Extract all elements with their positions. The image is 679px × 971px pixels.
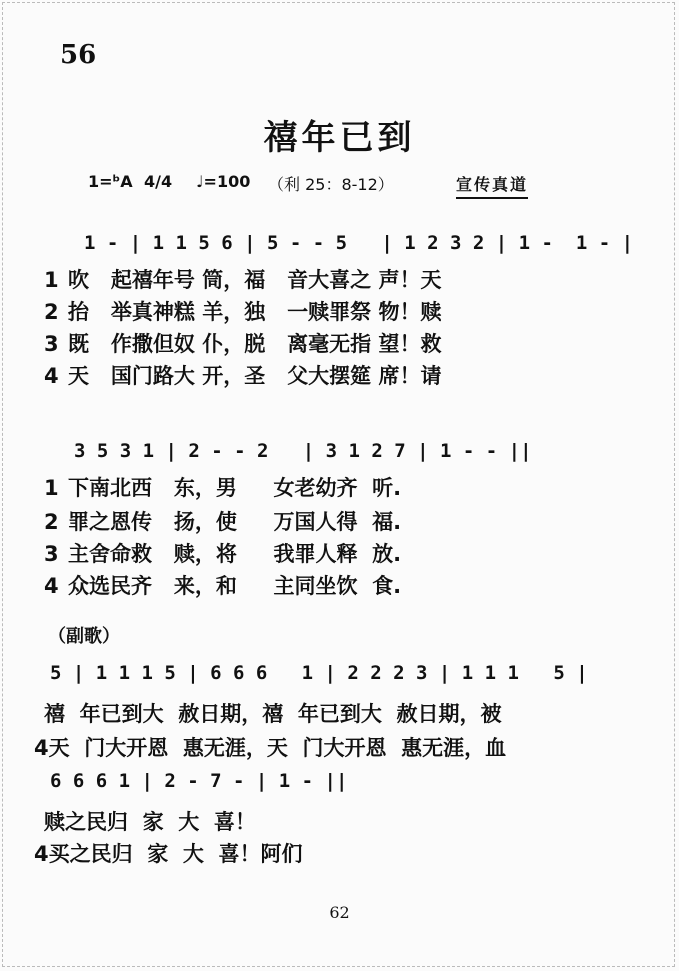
notation-line: 1 - | 1 1 5 6 | 5 - - 5 | 1 2 3 2 | 1 - 1 - | [84,232,634,254]
time-signature: 4/4 [144,172,173,191]
lyric-line [44,360,442,390]
lyric-text: 主舍命救 赎，将 我罪人释 放. [68,542,402,566]
notation-line: 5 | 1 1 1 5 | 6 6 6 1 | 2 2 2 3 | 1 1 1 5 | [50,662,588,684]
lyric-line [44,570,401,600]
credit-label: 宣传真道 [456,172,528,199]
lyric-text: 众选民齐 来，和 主同坐饮 食. [68,574,402,598]
lyric-text: 天 国门路大 开，圣 父大摆筵 席！请 [68,364,442,388]
notation-line: 6 6 6 1 | 2 - 7 - | 1 - || [50,770,348,792]
verse-number: 2 [44,510,59,534]
verse-number: 1 [44,476,59,500]
lyric-text: 吹 起禧年号 筒，福 音大喜之 声！天 [68,268,442,292]
lyric-text: 罪之恩传 扬，使 万国人得 福. [68,510,402,534]
verse-number: 4 [44,364,59,388]
verse-number: 2 [44,300,59,324]
lyric-line: 赎之民归 家 大 喜！ [44,810,256,834]
lyric-line: 4买之民归 家 大 喜！阿们 [34,842,303,866]
lyric-line [44,506,401,536]
lyric-text: 既 作撒但奴 仆，脱 离毫无指 望！救 [68,332,442,356]
lyric-line [44,472,401,502]
notation-line: 3 5 3 1 | 2 - - 2 | 3 1 2 7 | 1 - - || [74,440,532,462]
lyric-line [44,328,442,358]
lyric-line: 禧 年已到大 赦日期，禧 年已到大 赦日期，被 [44,702,502,726]
key-signature: 1=ᵇA [88,172,133,191]
lyric-line [44,296,442,326]
hymn-number: 56 [60,40,97,70]
lyric-text: 抬 举真神糕 羊，独 一赎罪祭 物！赎 [68,300,442,324]
lyric-text: 下南北西 东，男 女老幼齐 听. [68,476,402,500]
lyric-line [44,538,401,568]
verse-number: 3 [44,332,59,356]
verse-number: 4 [44,574,59,598]
page-number: 62 [329,903,350,922]
lyric-line: 4天 门大开恩 惠无涯，天 门大开恩 惠无涯，血 [34,736,507,760]
verse-number: 1 [44,268,59,292]
lyric-line [44,264,442,294]
tempo-marking: ♩=100 [196,172,251,191]
song-title: 禧年已到 [263,118,416,158]
verse-number: 3 [44,542,59,566]
chorus-label: （副歌） [48,626,120,647]
scripture-reference: （利 25：8-12） [268,175,394,194]
